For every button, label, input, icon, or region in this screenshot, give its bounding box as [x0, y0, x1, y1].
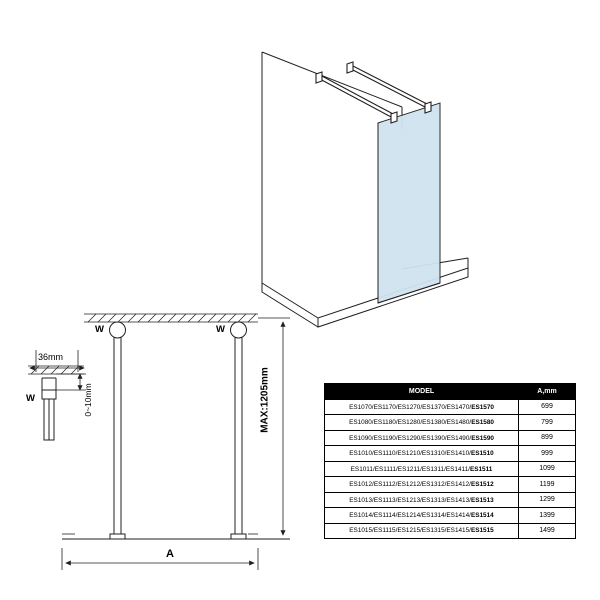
table-cell-model [325, 446, 519, 461]
floor-profile [378, 283, 440, 303]
detail-gap-dimension [56, 374, 86, 390]
label-w-top-left: W [95, 324, 104, 335]
label-dimension-a: A [166, 548, 174, 560]
model-list-highlight: ES1512 [470, 481, 494, 489]
table-cell-model [325, 430, 519, 445]
model-list-highlight: ES1510 [470, 450, 494, 458]
table-cell-a: 799 [519, 415, 576, 430]
table-cell-model [325, 523, 519, 538]
model-list-highlight: ES1580 [471, 419, 494, 427]
table-header-row [325, 384, 576, 400]
table-cell-a: 1099 [519, 461, 576, 476]
table-header-model: MODEL [325, 384, 519, 400]
table-row [325, 461, 576, 476]
model-table [324, 383, 576, 539]
table-cell-model [325, 477, 519, 492]
model-list-plain: ES1013/ES1113/ES1213/ES1313/ES1413/ [349, 496, 471, 504]
model-list-plain: ES1080/ES1180/ES1280/ES1380/ES1480/ [349, 419, 472, 427]
model-list-plain: ES1014/ES1114/ES1214/ES1314/ES1414/ [349, 511, 471, 519]
model-list-plain: ES1015/ES1115/ES1215/ES1315/ES1415/ [349, 527, 471, 535]
model-list-highlight: ES1514 [470, 511, 494, 519]
glass-panel [378, 103, 440, 303]
label-max-height: MAX:1205mm [259, 367, 271, 433]
model-list-highlight: ES1570 [471, 403, 494, 411]
table-cell-a: 999 [519, 446, 576, 461]
table-row [325, 415, 576, 430]
table-cell-model [325, 400, 519, 415]
table-cell-a: 899 [519, 430, 576, 445]
support-bars [316, 62, 431, 123]
table-row [325, 430, 576, 445]
table-row [325, 523, 576, 538]
table-cell-a: 699 [519, 400, 576, 415]
model-list-plain: ES1010/ES1110/ES1210/ES1310/ES1410/ [349, 450, 471, 458]
model-list-highlight: ES1511 [469, 465, 493, 473]
ceiling-hatch [84, 314, 258, 322]
table-cell-a: 1199 [519, 477, 576, 492]
model-list-plain: ES1090/ES1190/ES1290/ES1390/ES1490/ [349, 434, 472, 442]
table-header-a: A,mm [519, 384, 576, 400]
table-row [325, 477, 576, 492]
table-cell-model [325, 508, 519, 523]
model-list-highlight: ES1513 [470, 496, 494, 504]
model-list-plain: ES1011/ES1111/ES1211/ES1311/ES1411/ [350, 465, 470, 473]
table-cell-a: 1299 [519, 492, 576, 507]
table-row [325, 508, 576, 523]
table-row [325, 446, 576, 461]
vertical-posts [62, 322, 290, 539]
table-row [325, 400, 576, 415]
width-dimension-a [62, 534, 258, 570]
model-list-plain: ES1070/ES1170/ES1270/ES1370/ES1470/ [349, 403, 472, 411]
model-list-highlight: ES1590 [471, 434, 494, 442]
perspective-floor-and-wall [262, 52, 468, 327]
model-table-wrapper [324, 383, 576, 539]
table-cell-a: 1399 [519, 508, 576, 523]
model-list-highlight: ES1515 [470, 527, 494, 535]
model-list-plain: ES1012/ES1112/ES1212/ES1312/ES1412/ [349, 481, 471, 489]
table-cell-model [325, 461, 519, 476]
label-gap-range: 0~10mm [83, 383, 93, 417]
label-36mm: 36mm [38, 352, 64, 362]
table-row [325, 492, 576, 507]
label-w-detail: W [26, 393, 35, 404]
detail-ceiling-hatch [28, 366, 84, 374]
detail-post [42, 378, 56, 440]
label-w-top-right: W [216, 324, 225, 335]
table-cell-model [325, 492, 519, 507]
table-cell-a: 1499 [519, 523, 576, 538]
table-cell-model [325, 415, 519, 430]
